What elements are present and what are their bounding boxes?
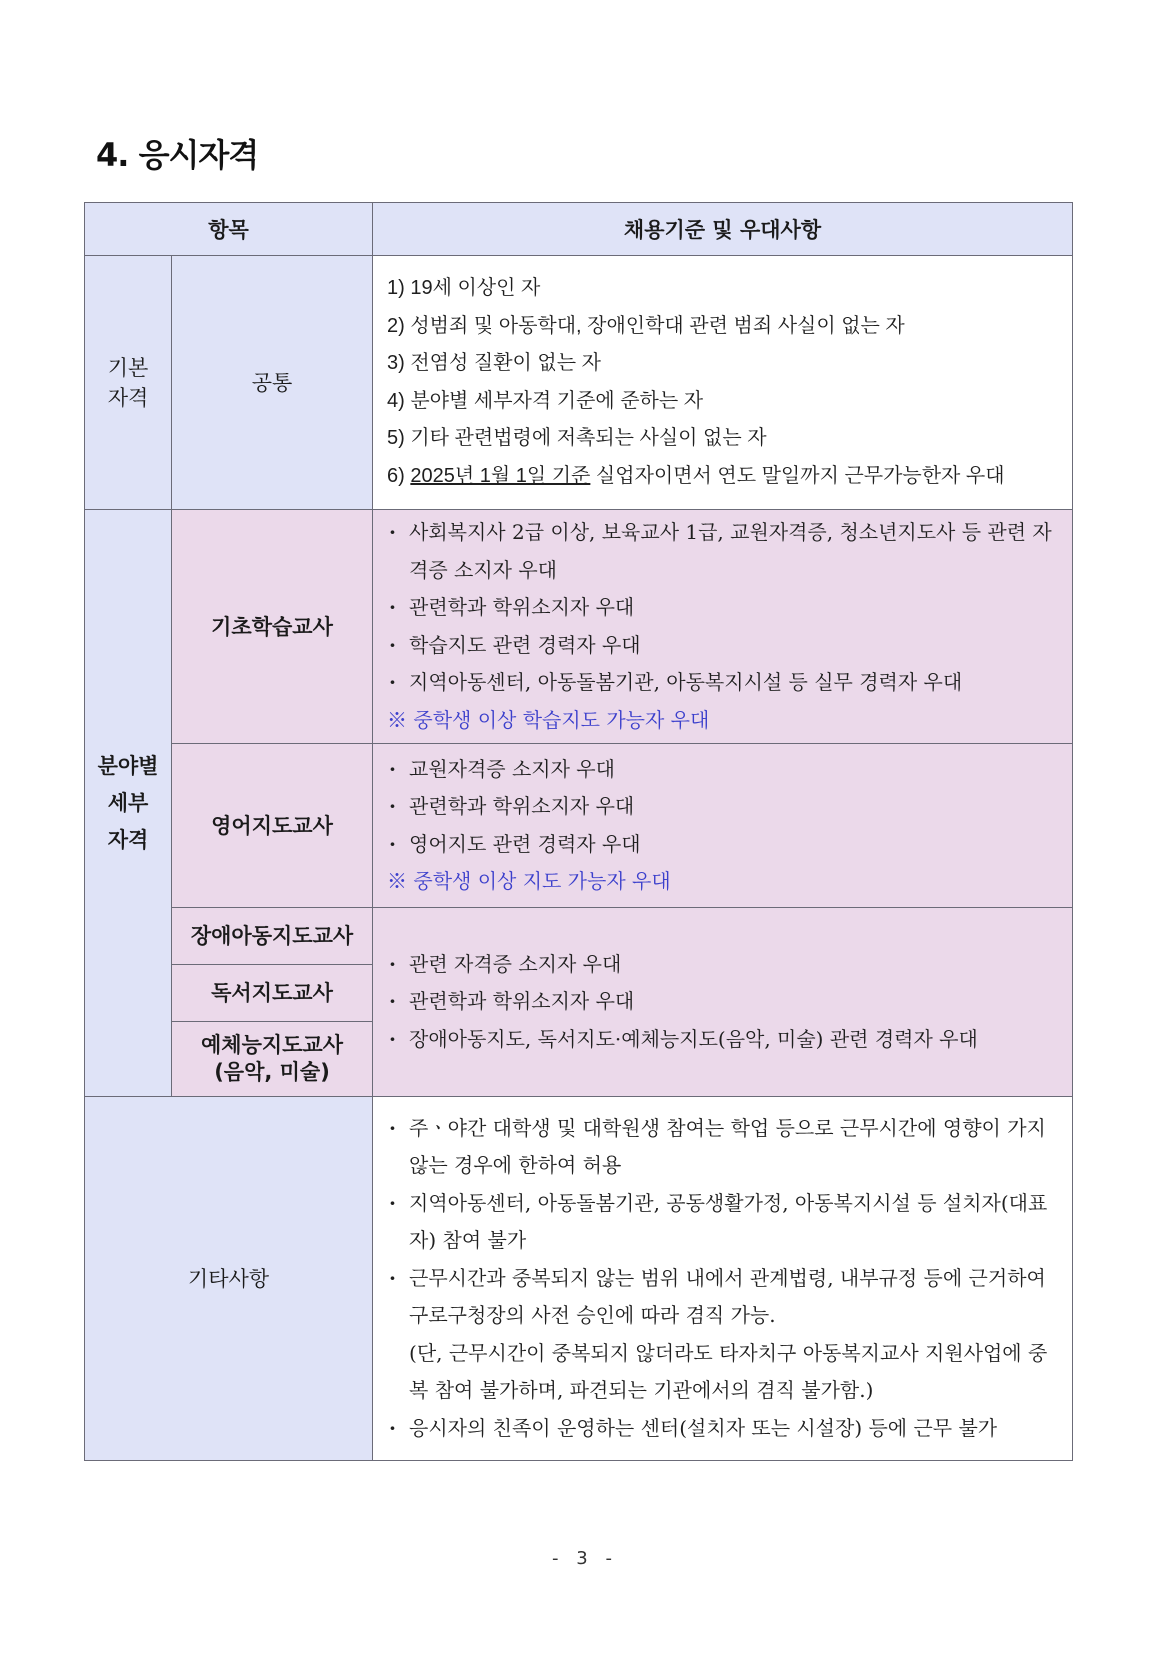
shared-criteria-cell: [373, 908, 1073, 1097]
group-label-field-line2: 세부: [107, 790, 149, 815]
sub-label-arts-line2: (음악, 미술): [214, 1060, 330, 1084]
sub-label-common: 공통: [172, 256, 373, 510]
basic-item-2: 2) 성범죄 및 아동학대, 장애인학대 관련 범죄 사실이 없는 자: [387, 314, 905, 337]
other-criteria-cell: [373, 1097, 1073, 1461]
other-bullet-3: · 근무시간과 중복되지 않는 범위 내에서 관계법령, 내부규정 등에 근거하여 구로구청장의 사전 승인에 따라 겸직 가능.: [387, 1260, 1060, 1335]
sub-label-arts-line1: 예체능지도교사: [201, 1033, 344, 1057]
english-teacher-criteria-cell: [373, 744, 1073, 908]
basic-teacher-criteria-cell: [373, 510, 1073, 744]
section-title: 4. 응시자격: [96, 136, 259, 174]
sub-label-arts-teacher: [172, 1022, 373, 1097]
label-other: 기타사항: [85, 1097, 373, 1461]
group-label-field: [85, 510, 172, 1097]
basic-criteria-cell: [373, 256, 1073, 510]
group-label-basic: [85, 256, 172, 510]
basic-teacher-bullet-1: · 사회복지사 2급 이상, 보육교사 1급, 교원자격증, 청소년지도사 등 관련 자격증 소지자 우대: [387, 514, 1060, 589]
group-label-basic-line1: 기본: [107, 355, 149, 380]
english-teacher-bullet-3: · 영어지도 관련 경력자 우대: [387, 826, 1060, 864]
english-teacher-bullet-1: · 교원자격증 소지자 우대: [387, 751, 1060, 789]
header-item: 항목: [85, 203, 373, 256]
basic-teacher-bullet-4: · 지역아동센터, 아동돌봄기관, 아동복지시설 등 실무 경력자 우대: [387, 664, 1060, 702]
table-row-basic-teacher: [85, 510, 1073, 744]
sub-label-reading-teacher: 독서지도교사: [172, 965, 373, 1022]
page-number: - 3 -: [552, 1548, 618, 1569]
basic-item-6: [387, 458, 1060, 496]
english-teacher-note: ※ 중학생 이상 지도 가능자 우대: [387, 869, 671, 893]
english-teacher-bullet-2: · 관련학과 학위소지자 우대: [387, 788, 1060, 826]
group-label-basic-line2: 자격: [107, 385, 149, 410]
other-bullet-2: · 지역아동센터, 아동돌봄기관, 공동생활가정, 아동복지시설 등 설치자(대표자) 참여 불가: [387, 1185, 1060, 1260]
basic-item-4: 4) 분야별 세부자격 기준에 준하는 자: [387, 389, 704, 412]
basic-item-6-date: 2025년 1월 1일 기준: [410, 464, 591, 487]
sub-label-disabled-teacher: 장애아동지도교사: [172, 908, 373, 965]
table-row-disabled-teacher: [85, 908, 1073, 965]
header-criteria: 채용기준 및 우대사항: [373, 203, 1073, 256]
other-bullet-4: · 응시자의 친족이 운영하는 센터(설치자 또는 시설장) 등에 근무 불가: [387, 1410, 1060, 1448]
shared-bullet-3: · 장애아동지도, 독서지도·예체능지도(음악, 미술) 관련 경력자 우대: [387, 1021, 1060, 1059]
other-bullet-1: · 주ㆍ야간 대학생 및 대학원생 참여는 학업 등으로 근무시간에 영향이 가지 않는 경우에 한하여 허용: [387, 1110, 1060, 1185]
basic-item-1: 1) 19세 이상인 자: [387, 277, 541, 299]
group-label-field-line3: 자격: [107, 827, 149, 852]
basic-item-5: 5) 기타 관련법령에 저촉되는 사실이 없는 자: [387, 427, 767, 449]
qualification-table: [84, 202, 1073, 1461]
basic-teacher-bullet-2: · 관련학과 학위소지자 우대: [387, 589, 1060, 627]
table-header-row: [85, 203, 1073, 256]
table-row-other: [85, 1097, 1073, 1461]
sub-label-english-teacher: 영어지도교사: [172, 744, 373, 908]
table-row-basic: [85, 256, 1073, 510]
basic-item-6-prefix: 6): [387, 464, 411, 487]
basic-teacher-note: ※ 중학생 이상 학습지도 가능자 우대: [387, 707, 710, 732]
basic-teacher-bullet-3: · 학습지도 관련 경력자 우대: [387, 627, 1060, 665]
table-row-english-teacher: [85, 744, 1073, 908]
shared-bullet-1: · 관련 자격증 소지자 우대: [387, 946, 1060, 984]
group-label-field-line1: 분야별: [97, 753, 159, 778]
shared-bullet-2: · 관련학과 학위소지자 우대: [387, 983, 1060, 1021]
other-bullet-3-note: (단, 근무시간이 중복되지 않더라도 타자치구 아동복지교사 지원사업에 중복 참여 불가하며, 파견되는 기관에서의 겸직 불가함.): [409, 1340, 1048, 1403]
basic-item-3: 3) 전염성 질환이 없는 자: [387, 352, 601, 374]
basic-item-6-rest: 실업자이면서 연도 말일까지 근무가능한자 우대: [590, 464, 1005, 487]
sub-label-basic-teacher: 기초학습교사: [172, 510, 373, 744]
